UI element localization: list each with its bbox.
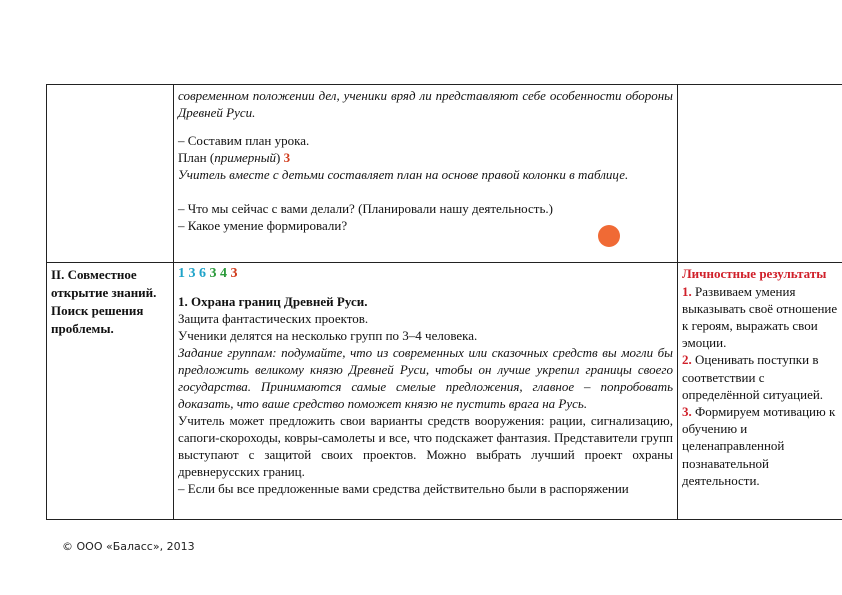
stage-cell-empty: [47, 85, 174, 263]
result-text: Развиваем умения выказывать своё отношение к героям, выражать свои эмоции.: [682, 283, 838, 351]
plan-label-suffix: ): [276, 150, 284, 165]
results-cell-empty: [678, 85, 842, 263]
paragraph: Защита фантастических проектов.: [178, 311, 369, 327]
orange-marker-dot: [598, 225, 620, 247]
table-row: [47, 263, 842, 520]
result-text: Формируем мотивацию к обучению и целенаправленной познавательной деятельности.: [682, 404, 836, 488]
slide-number: 3: [230, 266, 238, 282]
group-task: Задание группам: подумайте, что из современных или сказочных средств вы могли бы предложить великому князю Древней Руси, чтобы он лучше укрепил границы своего государства. Принимаются самые смелые предложения, главное – попробовать доказать, что ваше средство поможет князю не пустить врага на Русь.: [178, 345, 673, 412]
result-text: Оценивать поступки в соответствии с определённой ситуацией.: [682, 352, 824, 402]
plan-prompt: – Составим план урока.: [178, 133, 310, 148]
stage-title: II. Совместное открытие знаний. Поиск решения проблемы.: [51, 267, 157, 337]
copyright-footer: © ООО «Баласс», 2013: [62, 540, 195, 553]
results-title: Личностные результаты: [682, 266, 827, 282]
slide-number: 6: [199, 266, 206, 282]
content-cell: [174, 263, 678, 520]
intro-text: современном положении дел, ученики вряд ли представляют себе особенности обороны Древней Руси.: [178, 88, 673, 120]
result-number: 2.: [682, 352, 692, 368]
question-2: – Какое умение формировали?: [178, 218, 348, 233]
paragraph: Учитель может предложить свои варианты средств вооружения: рации, сигнализацию, сапоги-скороходы, ковры-самолеты и все, что подскажет фантазия. Представители групп выступают с защитой своих проектов. Можно выбрать лучший проект охраны древнерусских границ.: [178, 413, 673, 480]
slide-number: 1: [178, 266, 185, 282]
question-1: – Что мы сейчас с вами делали? (Планировали нашу деятельность.): [178, 201, 553, 216]
plan-label: [178, 149, 673, 166]
results-cell: [678, 263, 842, 520]
teacher-note: Учитель вместе с детьми составляет план на основе правой колонки в таблице.: [178, 167, 629, 182]
lesson-table: [46, 84, 842, 520]
result-number: 1.: [682, 283, 692, 299]
result-item: [682, 351, 841, 403]
result-number: 3.: [682, 404, 692, 420]
paragraph: Ученики делятся на несколько групп по 3–4 человека.: [178, 328, 478, 344]
table-row: [47, 85, 842, 263]
paragraph: – Если бы все предложенные вами средства действительно были в распоряжении: [178, 481, 629, 497]
plan-label-prefix: План (: [178, 150, 215, 165]
stage-cell: [47, 263, 174, 520]
section-title: 1. Охрана границ Древней Руси.: [178, 294, 368, 310]
slide-number: 3: [188, 266, 196, 282]
slide-numbers: [178, 265, 673, 282]
plan-label-italic: примерный: [214, 150, 277, 165]
slide-number: 3: [209, 266, 217, 282]
slide-number: 4: [220, 266, 227, 282]
result-item: [682, 403, 841, 489]
result-item: [682, 283, 841, 352]
plan-number: 3: [283, 150, 291, 165]
